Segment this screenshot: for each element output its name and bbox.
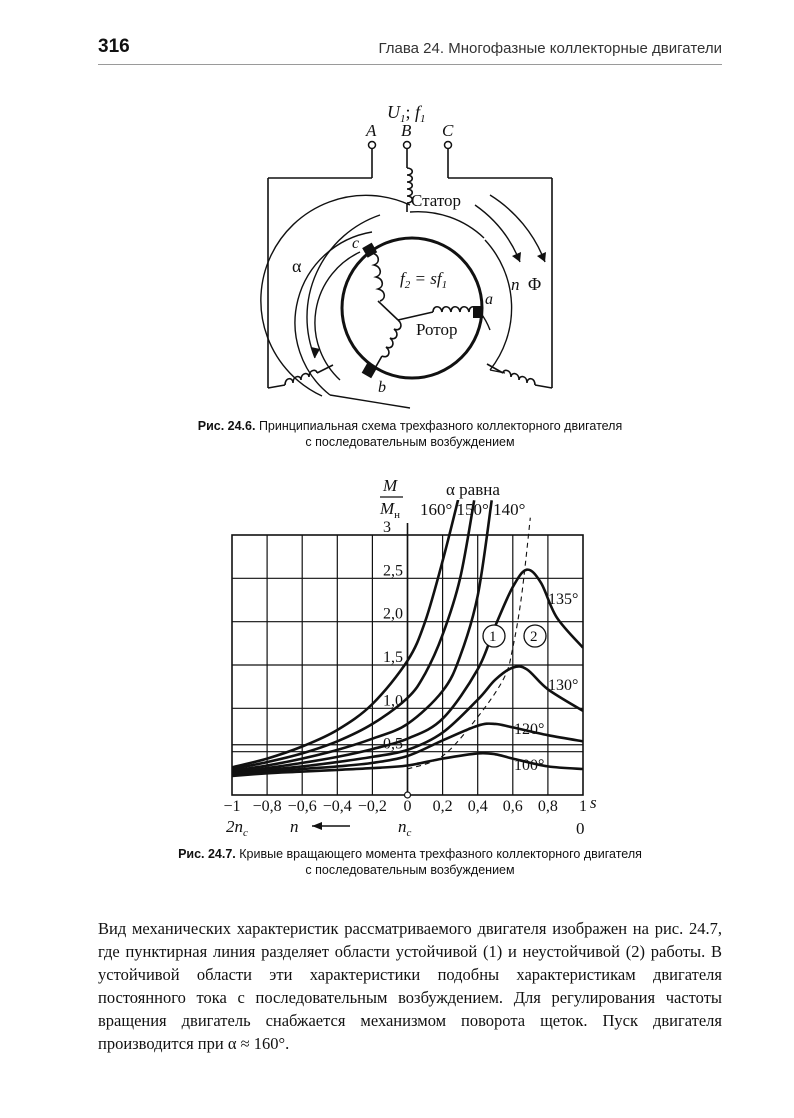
x-tick-label: −0,8	[252, 798, 282, 815]
rotor-frequency-eq: = s	[410, 269, 437, 288]
stator-label: Статор	[411, 191, 462, 210]
supply-voltage-label: U	[387, 102, 400, 122]
alpha-values-header: 160° 150° 140°	[420, 500, 526, 519]
body-paragraph: Вид механических характеристик рассматриваемого двигателя изображен на рис. 24.7, где пунктирная линия разделяет области устойчивой (1) и неустойчивой (2) работы. В устойчивой области эти характеристики подобны характеристикам двигателя постоянного тока с последовательным возбуждением. Для регулирования частоты вращения двигатель снабжается механизмом поворота щеток. Пуск двигателя производится при α ≈ 160°.	[98, 918, 722, 1053]
curve-label: 130°	[548, 677, 579, 694]
phi-label: Φ	[528, 274, 542, 294]
rotor-frequency-label: f	[400, 269, 405, 288]
header-rule	[98, 64, 722, 65]
torque-curve-150deg	[232, 500, 474, 769]
svg-text:Mн	[379, 499, 400, 521]
x-tick-label: 0	[403, 798, 412, 815]
brush-c-label: c	[352, 235, 360, 252]
figure-24-6-caption	[98, 418, 722, 450]
caption-line1: Принципиальная схема трехфазного коллекторного двигателя	[255, 419, 623, 433]
x-tick-label: 0,2	[432, 798, 453, 815]
supply-frequency-sub: 1	[420, 113, 426, 125]
y-tick-label: 2,5	[383, 562, 403, 580]
caption-label: Рис. 24.6.	[197, 419, 256, 433]
phase-b-label: B	[401, 121, 412, 140]
region-markers	[483, 625, 546, 647]
y-tick-label: 3	[383, 519, 391, 536]
brush-a-label: a	[485, 291, 493, 308]
supply-frequency-label: f	[415, 102, 421, 122]
y-tick-label: 1,5	[383, 649, 403, 666]
caption-line2: с последовательным возбуждением	[305, 435, 515, 449]
torque-curve-160deg	[232, 492, 460, 768]
supply-voltage-sub: 1	[400, 113, 406, 125]
svg-text:f2 = sf1	[400, 269, 447, 291]
alpha-header: α равна	[446, 480, 500, 499]
y-tick-label: 0,5	[383, 735, 403, 753]
x-tick-label: −0,4	[322, 798, 352, 815]
x-tick-label: 0,6	[502, 798, 523, 815]
rotor-frequency-f1: f	[436, 269, 442, 288]
x-tick-label: −1	[223, 798, 241, 815]
two-nc-label: 2n	[226, 817, 243, 836]
supply-sep: ;	[405, 102, 416, 122]
s-axis-label: s	[590, 793, 597, 812]
rotor-frequency-sub: 2	[404, 279, 411, 291]
y-tick-label: 2,0	[383, 605, 403, 623]
rotor-frequency-f1-sub: 1	[441, 279, 448, 291]
brush-b-label: b	[378, 379, 386, 396]
caption-label: Рис. 24.7.	[178, 847, 236, 861]
curve-label: 100°	[514, 757, 545, 774]
svg-text:nc	[398, 817, 412, 839]
x-tick-label: 1	[579, 798, 587, 815]
caption-line1: Кривые вращающего момента трехфазного коллекторного двигателя	[235, 847, 642, 861]
x-tick-label: 0,4	[467, 798, 488, 815]
nc-axis-sub: c	[406, 827, 412, 839]
page-number: 316	[98, 36, 130, 57]
n-axis-label: n	[290, 817, 299, 836]
region-1-label: 1	[489, 629, 497, 645]
s-axis-zero-label: 0	[576, 819, 585, 838]
phase-a-label: A	[366, 121, 377, 140]
y-axis-label-numerator: M	[383, 476, 398, 495]
region-2-label: 2	[530, 629, 538, 645]
alpha-label: α	[292, 256, 302, 276]
phase-c-label: C	[442, 121, 454, 140]
y-tick-label: 1,0	[383, 692, 403, 710]
svg-text:2nc	[226, 817, 248, 839]
caption-line2: с последовательным возбуждением	[305, 863, 515, 877]
motor-schematic	[0, 88, 794, 413]
curve-label: 135°	[548, 591, 579, 608]
y-axis-label-denominator: M	[380, 499, 395, 518]
figure-24-7-caption	[98, 846, 722, 878]
running-head: Глава 24. Многофазные коллекторные двигатели	[378, 40, 722, 57]
n-label: n	[511, 275, 520, 294]
nc-axis-label: n	[398, 817, 407, 836]
x-tick-label: −0,2	[357, 798, 387, 815]
curve-label: 120°	[514, 721, 545, 738]
x-tick-label: −0,6	[287, 798, 317, 815]
x-tick-label: 0,8	[537, 798, 558, 815]
y-axis-label-sub: н	[394, 509, 401, 521]
two-nc-sub: c	[243, 827, 248, 839]
rotor-label: Ротор	[416, 320, 458, 339]
torque-chart	[0, 470, 794, 840]
